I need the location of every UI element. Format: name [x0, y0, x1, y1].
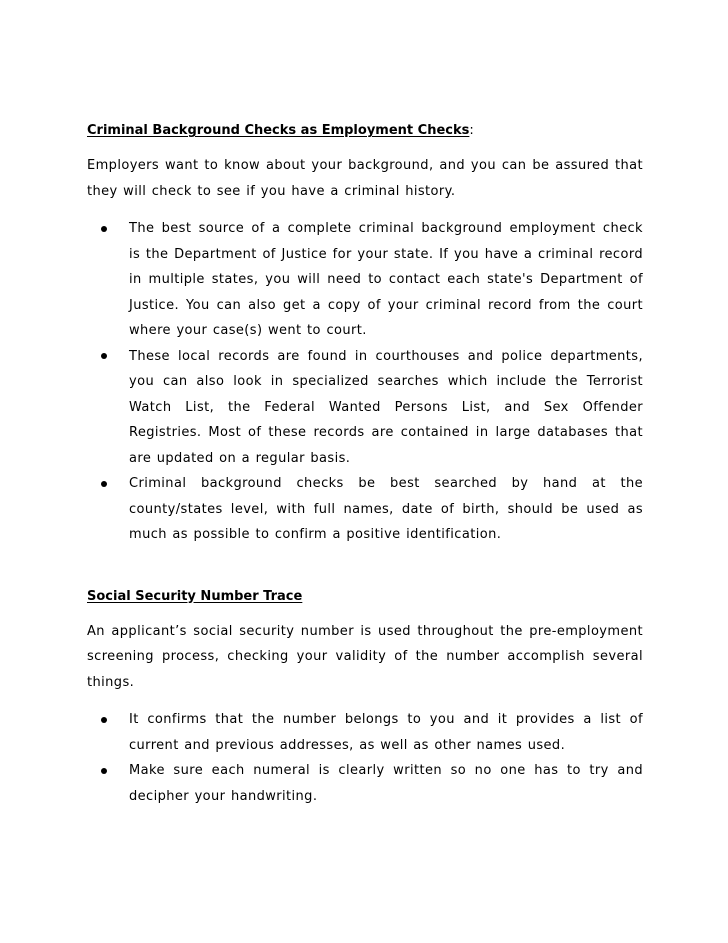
- bullet-item: [87, 344, 643, 472]
- heading-colon: :: [469, 123, 474, 138]
- section-intro-paragraph: An applicant’s social security number is used throughout the pre-employment screening process, checking your validity of the number accomplish several things.: [87, 623, 643, 690]
- bullet-item: [87, 758, 643, 809]
- bullet-text: The best source of a complete criminal background employment check is the Department of Justice for your state. If you have a criminal record in multiple states, you will need to contact each state's Department of Justice. You can also get a copy of your criminal record from the court where your case(s) went to court.: [129, 221, 643, 338]
- section-heading: [87, 118, 643, 143]
- bullet-text: It confirms that the number belongs to you and it provides a list of current and previous addresses, as well as other names used.: [129, 712, 643, 753]
- bullet-dot-icon: [101, 717, 107, 723]
- bullet-dot-icon: [101, 768, 107, 774]
- bullet-item: [87, 707, 643, 758]
- bullet-text: These local records are found in courthouses and police departments, you can also look in specialized searches which include the Terrorist Watch List, the Federal Wanted Persons List, and Sex Offender Registries. Most of these records are contained in large databases that are updated on a regular basis.: [129, 348, 643, 466]
- bullet-dot-icon: [101, 226, 107, 232]
- bullet-text: Criminal background checks be best searched by hand at the county/states level, with full names, date of birth, should be used as much as possible to confirm a positive identification.: [129, 476, 643, 542]
- bullet-dot-icon: [101, 353, 107, 359]
- section-spacer: [87, 548, 643, 584]
- bullet-text: Make sure each numeral is clearly written so no one has to try and decipher your handwriting.: [129, 763, 643, 804]
- section-criminal-background: [87, 118, 643, 548]
- bullet-list: [87, 216, 643, 548]
- section-intro-paragraph: Employers want to know about your background, and you can be assured that they will check to see if you have a criminal history.: [87, 158, 643, 199]
- section-heading-text: Criminal Background Checks as Employment Checks: [87, 123, 470, 138]
- bullet-item: [87, 471, 643, 548]
- section-heading-text: Social Security Number Trace: [87, 588, 303, 604]
- bullet-dot-icon: [101, 481, 107, 487]
- section-heading: [87, 584, 643, 609]
- bullet-item: [87, 216, 643, 344]
- bullet-list: [87, 707, 643, 809]
- document-body: [87, 118, 643, 809]
- section-ssn-trace: [87, 584, 643, 810]
